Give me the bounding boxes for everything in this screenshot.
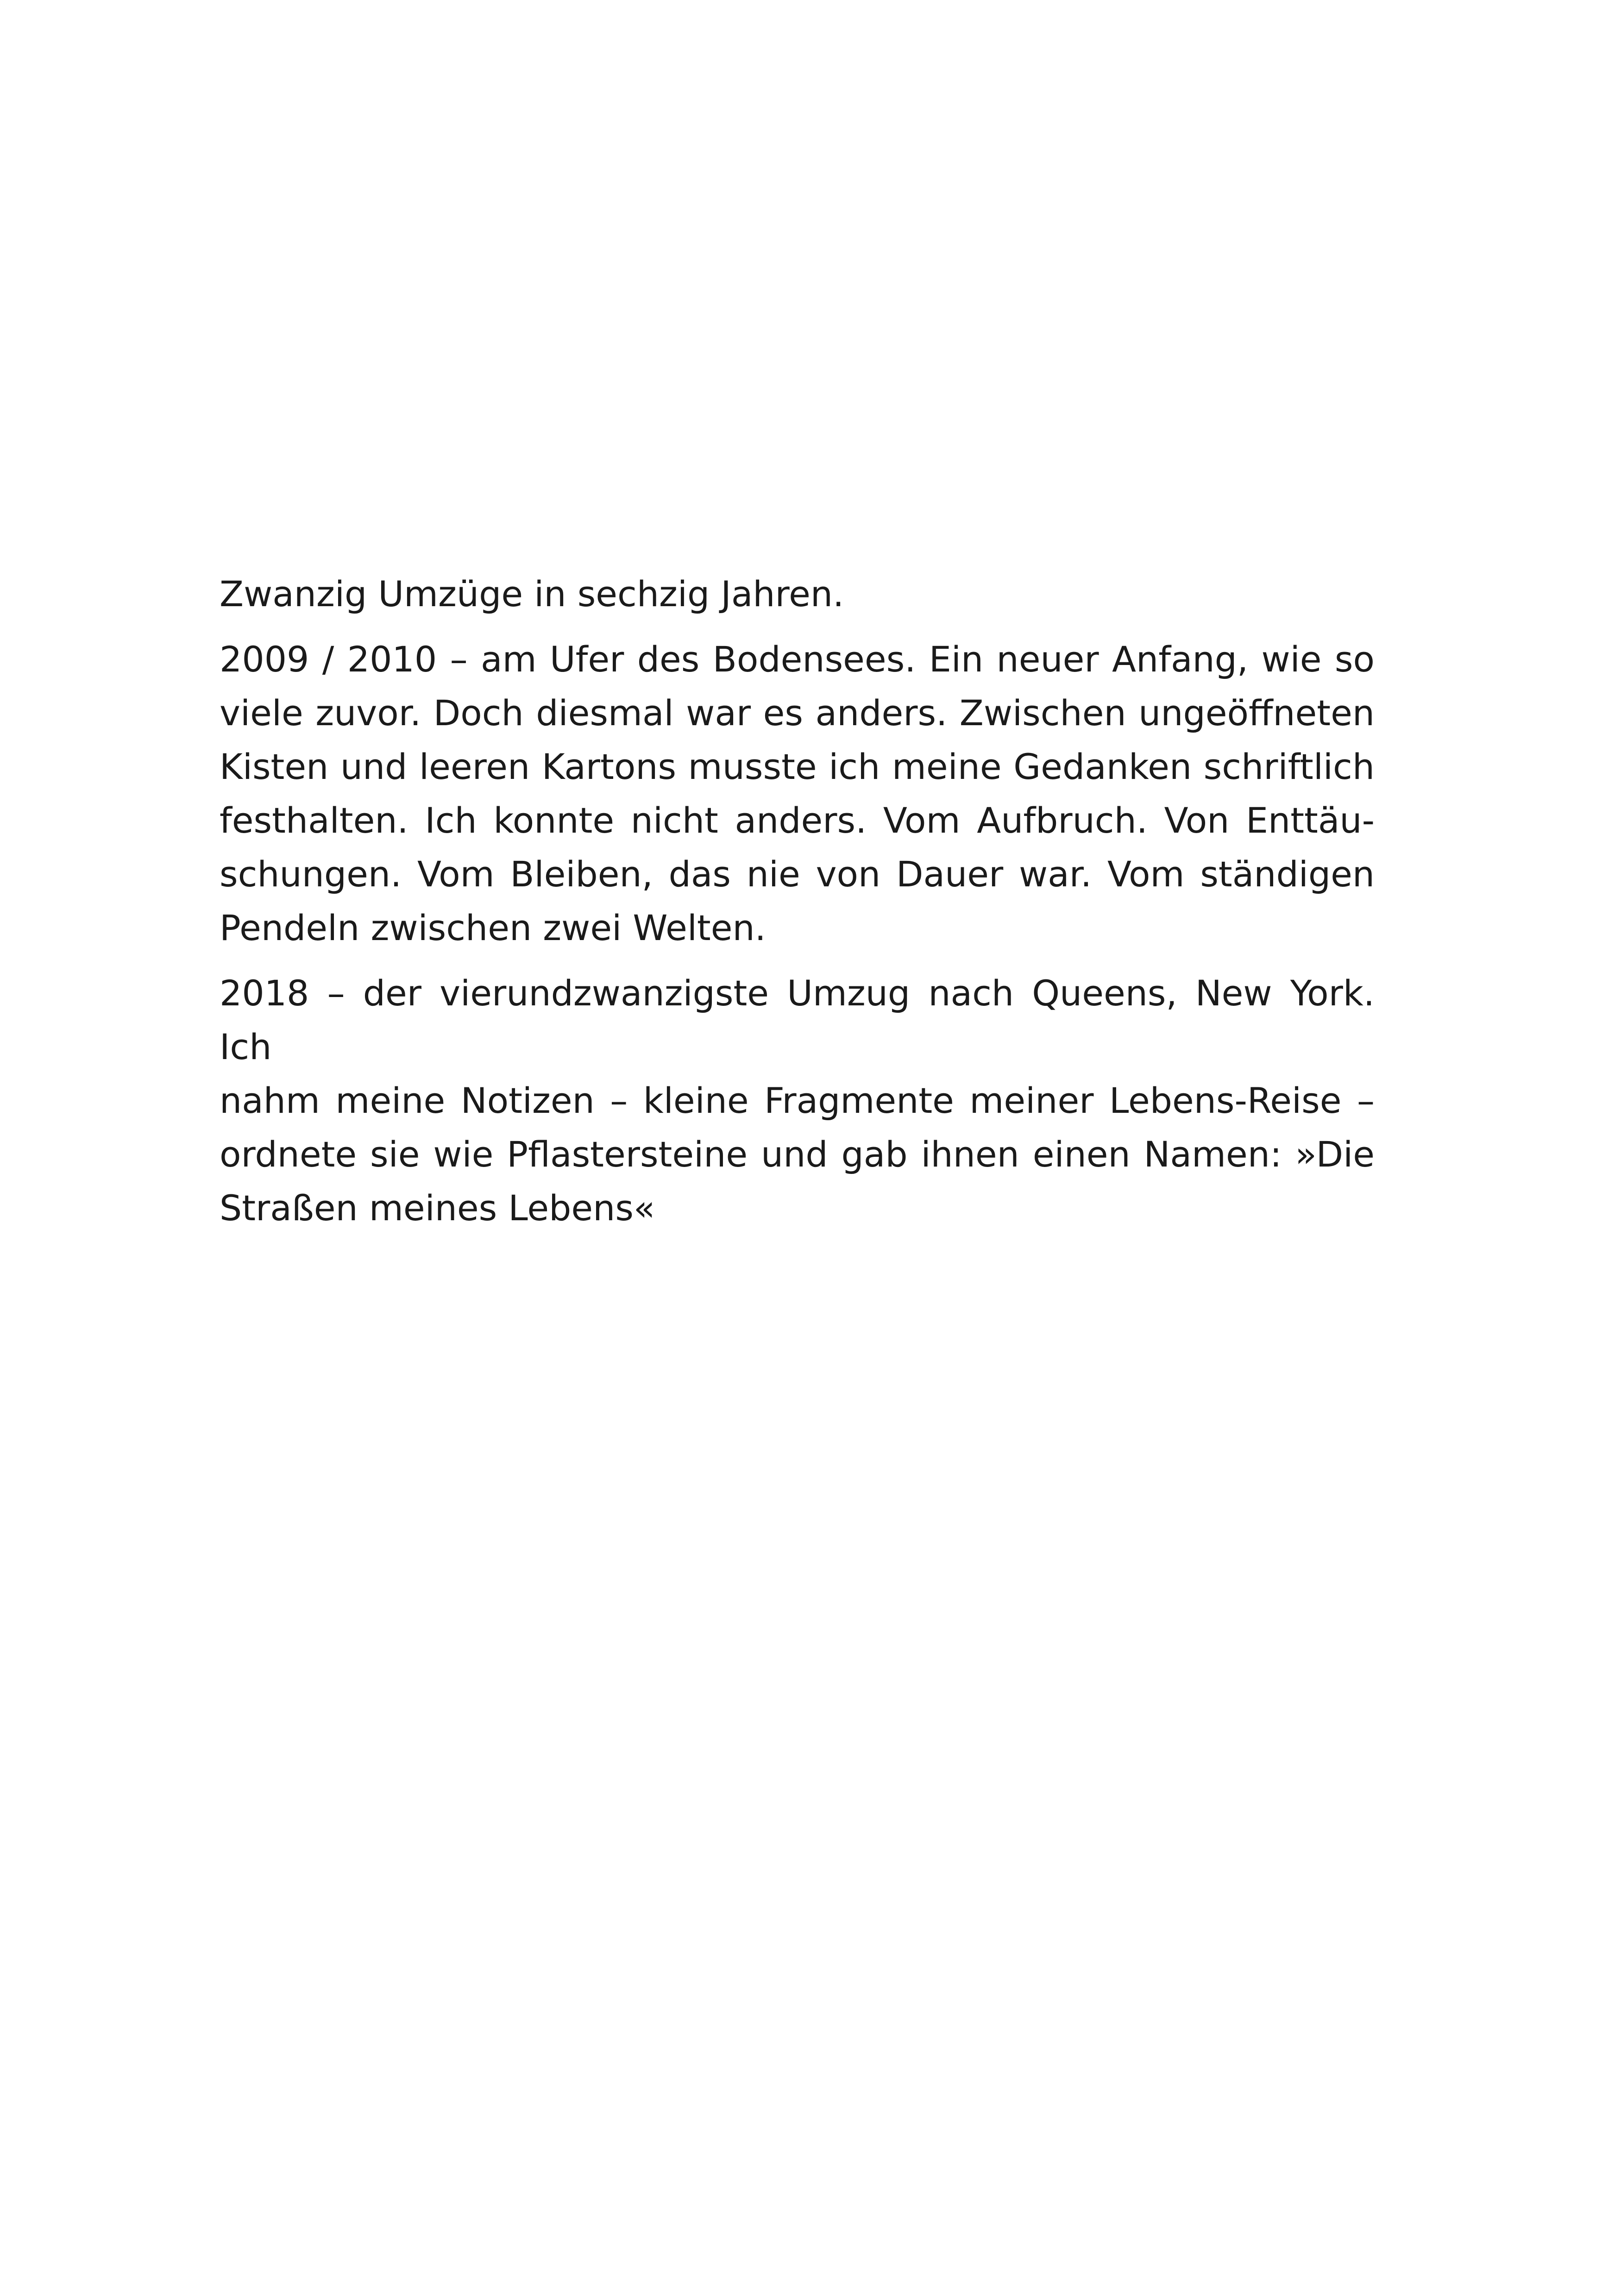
text-line: 2018 – der vierundzwanzigste Umzug nach Queens, New York. Ich [220,972,1375,1067]
text-line: ordnete sie wie Pflastersteine und gab ihnen einen Namen: »Die [220,1134,1375,1175]
paragraph-intro [220,567,1375,621]
text-line: Zwanzig Umzüge in sechzig Jahren. [220,573,844,615]
text-line: viele zuvor. Doch diesmal war es anders. Zwischen ungeöffneten [220,692,1375,734]
text-line: schungen. Vom Bleiben, das nie von Dauer war. Vom ständigen [220,853,1375,895]
text-line: nahm meine Notizen – kleine Fragmente meiner Lebens-Reise – [220,1080,1375,1121]
paragraph-bodensee [220,633,1375,955]
text-line: 2009 / 2010 – am Ufer des Bodensees. Ein neuer Anfang, wie so [220,639,1375,680]
body-text [220,567,1375,1235]
paragraph-queens [220,966,1375,1235]
text-line: Kisten und leeren Kartons musste ich meine Gedanken schriftlich [220,746,1375,787]
text-line: Straßen meines Lebens« [220,1187,655,1229]
text-line: festhalten. Ich konnte nicht anders. Vom Aufbruch. Von Enttäu- [220,800,1375,841]
text-line: Pendeln zwischen zwei Welten. [220,907,766,948]
